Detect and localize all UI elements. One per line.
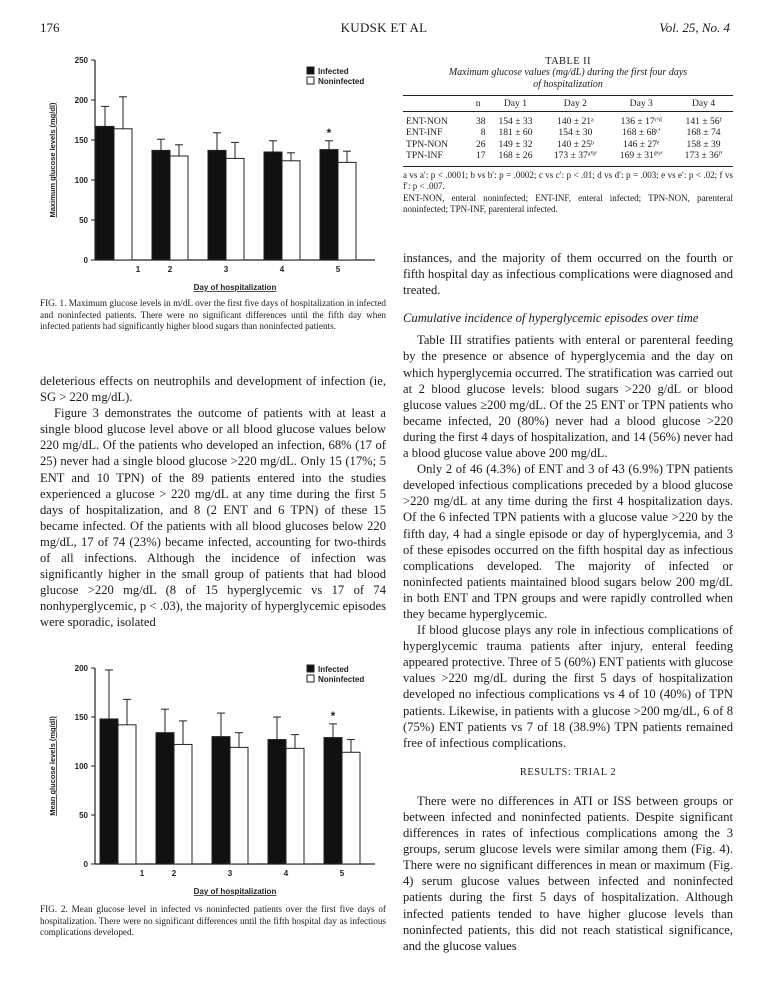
significance-marker: *	[330, 708, 336, 723]
y-tick-label: 100	[74, 762, 88, 771]
table-cell: 181 ± 60	[498, 127, 533, 138]
right-column-text	[403, 250, 733, 954]
x-tick-label: 2	[171, 869, 177, 878]
y-tick-label: 100	[74, 176, 88, 185]
y-tick-label: 0	[83, 860, 88, 869]
x-tick-label: 4	[279, 265, 285, 274]
table-cell: 26	[475, 138, 486, 150]
table-header-cell: Day 3	[629, 98, 653, 109]
table-title-line-2: of hospitalization	[533, 79, 603, 90]
figure-1-caption: FIG. 1. Maximum glucose levels in m/dL over the first five days of hospitalization in infected and noninfected patients. There were no significant differences until the fifth day when infected patients had significantly higher blood sugars than noninfected patients.	[40, 298, 386, 332]
legend-label: Noninfected	[318, 675, 365, 684]
x-tick-label: 4	[283, 869, 289, 878]
table-row	[403, 139, 733, 151]
table-cell: 149 ± 32	[498, 138, 533, 150]
bar-infected	[96, 126, 114, 260]
table-cell: 8	[480, 127, 486, 138]
bar-noninfected	[230, 747, 248, 864]
table-label: TABLE II	[545, 56, 591, 67]
left-column-text	[40, 373, 386, 631]
legend-swatch	[307, 77, 314, 84]
left-paragraph-2: Figure 3 demonstrates the outcome of patients with at least a single blood glucose level above or all blood glucose values below 220 mg/dL. Of the patients who developed an infection, 68% (17 of 25) never had a single blood glucose >220 mg/dL. Only 15 (17%; 5 ENT and 10 TPN) of the 89 patients entered into the studies experienced a glucose > 220 mg/dL at any time during the first 5 days of hospitalization, and 8 (2 ENT and 6 TPN) of these 15 became infected. Of the patients with all blood glucoses below 220 mg/dL, 17 of 74 (23%) became infected, accounting for two-thirds of all infections. Although the incidence of infection was significantly higher in the small group of patients that had blood glucose >220 mg/dL (8 of 15 hyperglycemic vs 17 of 74 nonhyperglycemic, p < .03), the majority of hyperglycemic episodes were sporadic, isolated	[40, 406, 386, 630]
table-cell: 173 ± 36ᶠ'	[684, 150, 723, 161]
y-axis-label: Maximum glucose levels (mg/dl)	[48, 102, 57, 218]
section-title: Cumulative incidence of hyperglycemic episodes over time	[403, 311, 699, 326]
legend-swatch	[307, 665, 314, 672]
table-cell: 146 ± 27ᵉ	[622, 138, 660, 150]
x-axis-label: Day of hospitalization	[193, 887, 277, 896]
y-tick-label: 50	[79, 811, 88, 820]
table-cell: 169 ± 31ᵈ'ᵉ'	[619, 150, 663, 161]
table-cell: ENT-INF	[406, 127, 443, 138]
bar-infected	[212, 737, 230, 864]
table-notes-abbreviations: ENT-NON, enteral noninfected; ENT-INF, enteral infected; TPN-NON, parenteral noninfected; TPN-INF, parenteral infected.	[403, 192, 733, 215]
bar-infected	[324, 738, 342, 864]
table-cell: 158 ± 39	[686, 138, 721, 150]
y-tick-label: 150	[74, 713, 88, 722]
volume-label: Vol. 25, No. 4	[659, 20, 730, 35]
y-tick-label: 250	[74, 56, 88, 65]
table-cell: ENT-NON	[406, 115, 448, 127]
table-cell: 168 ± 68ᶜ'	[622, 127, 661, 138]
table-header-row	[403, 96, 733, 112]
table-cell: 168 ± 26	[498, 150, 533, 161]
table-header-cell: Day 4	[691, 98, 716, 109]
y-tick-label: 200	[74, 96, 88, 105]
table-cell: 154 ± 30	[558, 127, 593, 138]
figure-2	[40, 660, 390, 900]
bar-infected	[268, 740, 286, 864]
bar-noninfected	[282, 161, 300, 260]
y-tick-label: 50	[79, 216, 88, 225]
legend-label: Noninfected	[318, 77, 365, 86]
right-paragraph-2: Only 2 of 46 (4.3%) of ENT and 3 of 43 (6.9%) TPN patients developed infectious complications preceded by a blood glucose >220 mg/dL at any time during the first 4 hospitalization days. Of the 6 infected TPN patients with a glucose value >220 by the fifth day, 4 had a single episode or day of hyperglycemia, and 3 of these episodes occurred on the fifth hospital day as infectious complications developed. The majority of infected or noninfected patients maintained blood sugars below 200 mg/dL in both ENT and TPN groups and were rapidly controlled when they became hyperglycemic.	[403, 462, 733, 621]
bar-noninfected	[170, 156, 188, 260]
legend-label: Infected	[318, 67, 349, 76]
table-notes-significance: a vs a′: p < .0001; b vs b′: p = .0002; c vs c′: p < .01; d vs d′: p = .003; e vs e′: p < .02; f vs f′: p < .007.	[403, 169, 733, 192]
table-cell: 173 ± 37ᵃ'ᵇ'	[553, 150, 597, 161]
table-2-grid	[403, 96, 733, 162]
right-intro-paragraph: instances, and the majority of them occurred on the fourth or fifth hospital day as infectious complications were diagnosed and treated.	[403, 251, 733, 298]
bar-noninfected	[338, 162, 356, 260]
x-tick-label: 5	[335, 265, 341, 274]
figure-1	[40, 50, 390, 300]
x-tick-label: 5	[339, 869, 345, 878]
table-cell: 168 ± 74	[686, 127, 721, 138]
table-cell: 38	[475, 115, 486, 127]
legend-label: Infected	[318, 665, 349, 674]
x-tick-label: 3	[223, 265, 229, 274]
x-tick-label: 2	[167, 265, 173, 274]
table-title-line-1: Maximum glucose values (mg/dL) during the first four days	[448, 67, 688, 78]
left-paragraph-1: deleterious effects on neutrophils and development of infection (ie, SG > 220 mg/dL).	[40, 374, 386, 405]
table-cell: 140 ± 21ᵃ	[557, 115, 594, 127]
bar-infected	[152, 150, 170, 260]
bar-noninfected	[114, 129, 132, 260]
table-cell: TPN-NON	[406, 138, 449, 150]
x-axis-label: Day of hospitalization	[193, 283, 277, 292]
table-cell: 141 ± 56ᶠ	[685, 115, 722, 127]
table-header-cell: n	[475, 98, 481, 109]
table-cell: 154 ± 33	[498, 115, 533, 127]
x-tick-label: 3	[227, 869, 233, 878]
table-2	[403, 56, 733, 216]
table-row	[403, 116, 733, 128]
table-cell: 17	[475, 150, 486, 161]
bar-noninfected	[226, 158, 244, 260]
results-heading: RESULTS: TRIAL 2	[519, 766, 617, 778]
significance-marker: *	[326, 125, 332, 140]
y-tick-label: 200	[74, 664, 88, 673]
bar-noninfected	[286, 748, 304, 864]
bar-noninfected	[342, 752, 360, 864]
figure-2-chart	[40, 660, 390, 900]
x-tick-label: 1	[139, 869, 145, 878]
table-row	[403, 150, 733, 162]
table-header-cell: Day 1	[503, 98, 528, 109]
table-header-cell	[403, 96, 468, 112]
table-cell: 136 ± 17ᶜ'ᵈ	[620, 115, 662, 127]
bar-noninfected	[118, 725, 136, 864]
table-cell: TPN-INF	[406, 150, 443, 161]
running-title: KUDSK ET AL	[340, 20, 428, 35]
x-tick-label: 1	[135, 265, 141, 274]
figure-2-caption: FIG. 2. Mean glucose level in infected vs noninfected patients over the first five days of hospitalization. There were no significant differences until the fifth hospital day as infectious complications developed.	[40, 904, 386, 938]
page-number: 176	[40, 20, 60, 35]
y-axis-label: Mean glucose levels (mg/dl)	[48, 716, 57, 816]
bar-noninfected	[174, 744, 192, 864]
bar-infected	[156, 733, 174, 864]
y-tick-label: 0	[83, 256, 88, 265]
y-tick-label: 150	[74, 136, 88, 145]
bar-infected	[320, 150, 338, 260]
right-paragraph-3: If blood glucose plays any role in infectious complications of hyperglycemic trauma patients after injury, enteral feeding appeared protective. Three of 5 (60%) ENT patients with glucose values >220 mg/dL during the first 5 days of hospitalization developed no infectious complications vs 4 of 10 (40%) of TPN patients. Likewise, in patients with a glucose >200 mg/dL, 6 of 8 (75%) ENT patients vs 7 of 18 (38.9%) TPN patients remained free of infectious complications.	[403, 623, 733, 750]
figure-1-chart	[40, 50, 390, 300]
legend-swatch	[307, 67, 314, 74]
results-paragraph: There were no differences in ATI or ISS between groups or between infected and noninfected patients. Despite significant differences in rates of infectious complications among the 3 groups, serum glucose levels were similar among them (Fig. 4). There were no significant differences in mean or maximum (Fig. 4) serum glucose values between infected and noninfected patients during the first 5 days of hospitalization. Although infected patients tended to have higher glucose levels than noninfected patients, this did not reach statistical significance, and the glucose values	[403, 793, 733, 953]
legend-swatch	[307, 675, 314, 682]
right-paragraph-1: Table III stratifies patients with enteral or parenteral feeding by the presence or absence of hyperglycemia and the day on which hyperglycemia occurred. The stratification was carried out at 2 blood glucose levels: blood sugars >220 g/dL or blood glucose values ≥200 mg/dL. Of the 25 ENT or TPN patients who became infected, 20 (80%) never had a blood glucose >220 during the first 4 days of hospitalization, and 14 (56%) never had a blood glucose value above 200 mg/dL.	[403, 333, 733, 461]
bar-infected	[100, 719, 118, 864]
bar-infected	[264, 152, 282, 260]
table-row	[403, 127, 733, 139]
table-cell: 140 ± 25ᵇ	[556, 138, 594, 150]
bar-infected	[208, 150, 226, 260]
table-header-cell: Day 2	[563, 98, 587, 109]
